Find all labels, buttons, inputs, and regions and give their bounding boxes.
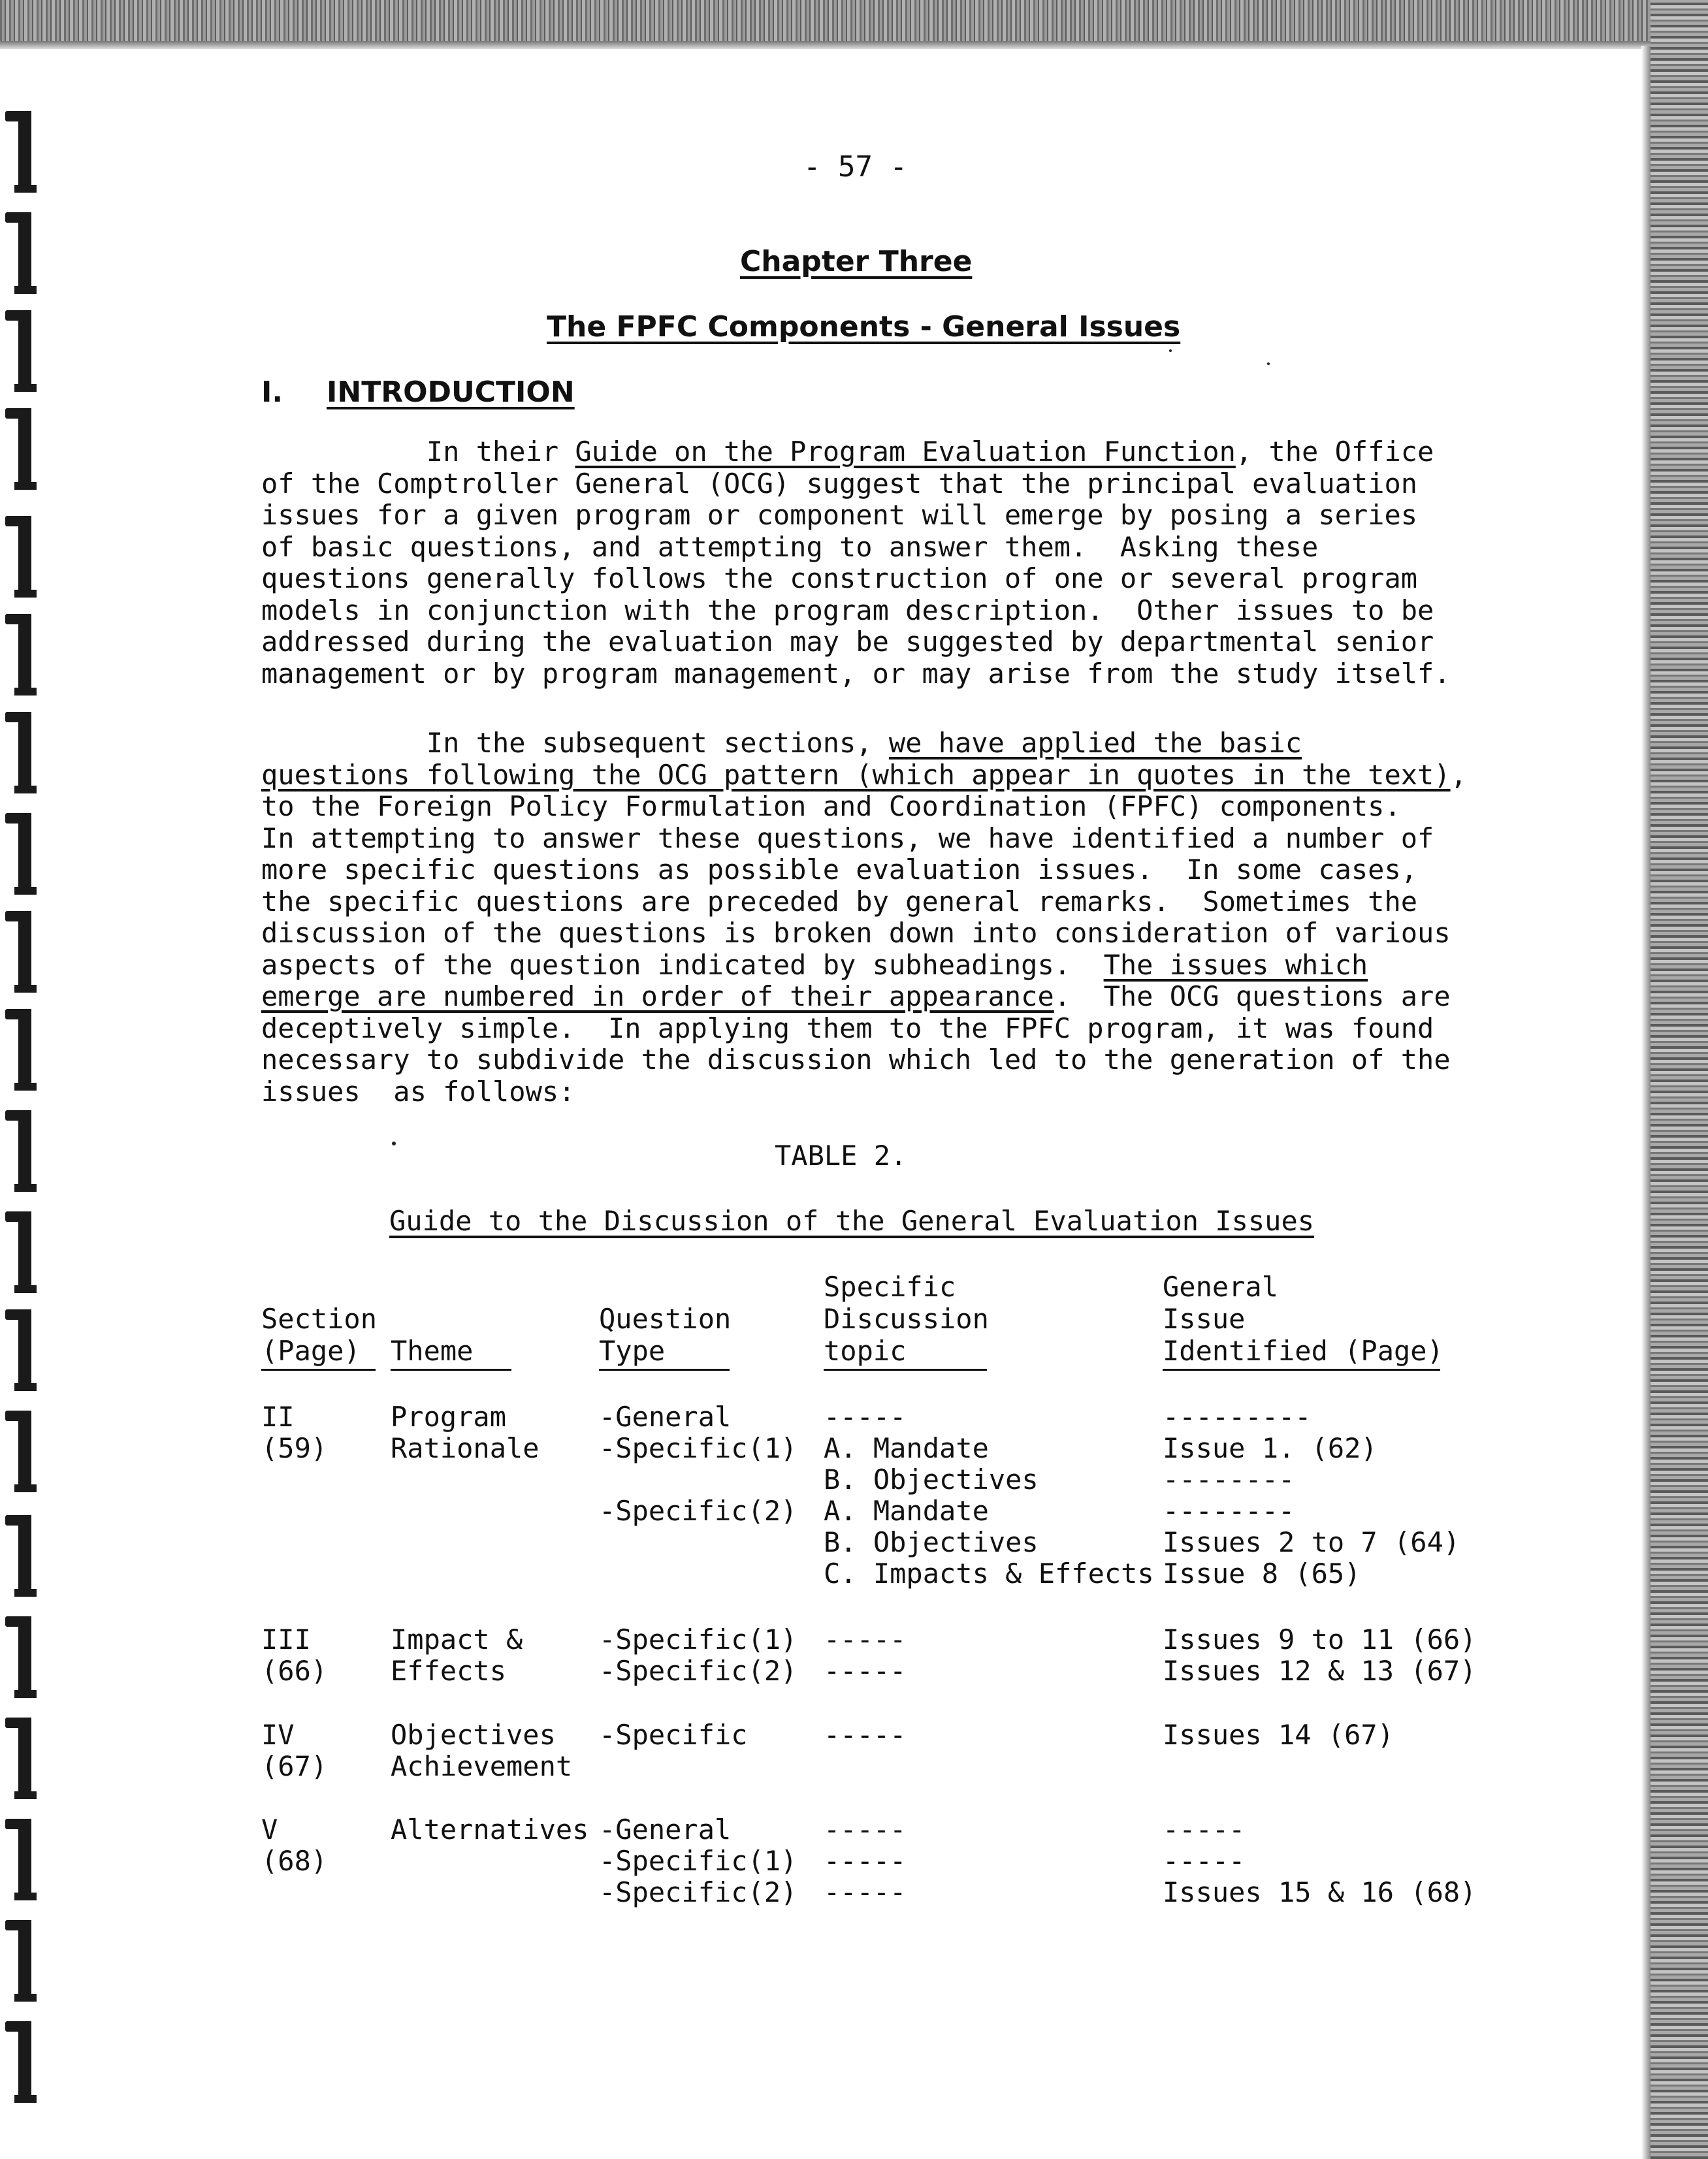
binder-ring: [5, 2021, 35, 2103]
cell-topic: -----: [824, 1719, 907, 1751]
header-underline: [824, 1369, 987, 1371]
scan-speck: [392, 1142, 396, 1145]
binder-ring: [5, 712, 35, 793]
cell-question-type: -General -Specific(1) -Specific(2): [599, 1401, 798, 1527]
cell-theme: Alternatives: [391, 1814, 589, 1846]
header-section: Section (Page): [261, 1303, 378, 1367]
binder-ring: [5, 1616, 35, 1698]
header-underline: [261, 1369, 376, 1371]
underlined-phrase: we have applied the basic: [888, 727, 1302, 759]
binder-ring: [5, 212, 35, 294]
binder-ring: [5, 1009, 35, 1091]
binder-ring: [5, 111, 35, 193]
cell-question-type: -Specific: [599, 1719, 748, 1751]
cell-theme: Objectives Achievement: [391, 1719, 573, 1782]
scan-top-edge: [0, 0, 1708, 49]
cell-section: II (59): [261, 1401, 328, 1464]
cell-section: V (68): [261, 1814, 328, 1877]
paragraph-2: In the subsequent sections, we have applied the basic questions following the OCG pattern (which appear in quotes in the text), to the Foreign Policy Formulation and Coordination (FPFC) components. In attempting to answer these questions, we have identified a number of more specific questions as possible evaluation issues. In some cases, the specific questions are preceded by general remarks. Sometimes the discussion of the questions is broken down into consideration of various aspects of the question indicated by subheadings. The issues which emerge are numbered in order of their appearance. The OCG questions are deceptively simple. In applying them to the FPFC program, it was found necessary to subdivide the discussion which led to the generation of the issues as follows:: [261, 727, 1467, 1108]
cell-topic: ----- ----- -----: [824, 1814, 907, 1908]
underlined-phrase: questions following the OCG pattern (which appear in quotes in the text): [261, 758, 1451, 791]
cell-topic: ----- -----: [824, 1623, 907, 1687]
binder-ring: [5, 1411, 35, 1492]
header-theme: Theme: [391, 1335, 474, 1367]
binder-ring: [5, 1211, 35, 1293]
header-discussion-topic: Specific Discussion topic: [824, 1271, 989, 1367]
chapter-heading: Chapter Three: [740, 245, 973, 278]
page-number: - 57 -: [803, 150, 907, 184]
cell-question-type: -Specific(1) -Specific(2): [599, 1623, 798, 1687]
cell-theme: Program Rationale: [391, 1401, 540, 1464]
cell-theme: Impact & Effects: [391, 1623, 523, 1687]
cell-topic: ----- A. Mandate B. Objectives A. Mandate B. Objectives C. Impacts & Effects: [824, 1401, 1154, 1590]
scan-speck: [1267, 362, 1270, 365]
chapter-subtitle: The FPFC Components - General Issues: [547, 310, 1181, 344]
header-question-type: Question Type: [599, 1303, 732, 1367]
binder-ring: [5, 408, 35, 490]
binder-ring: [5, 911, 35, 993]
guide-title-underlined: Guide on the Program Evaluation Function: [575, 436, 1236, 468]
cell-question-type: -General -Specific(1) -Specific(2): [599, 1814, 798, 1908]
binder-ring: [5, 813, 35, 895]
binder-ring: [5, 1515, 35, 1597]
table-title: Guide to the Discussion of the General Evaluation Issues: [389, 1205, 1315, 1237]
header-underline: [1163, 1369, 1440, 1371]
cell-section: III (66): [261, 1623, 328, 1687]
binder-rings: [0, 0, 78, 2159]
header-underline: [599, 1369, 730, 1371]
section-title: INTRODUCTION: [327, 376, 575, 409]
binder-ring: [5, 1819, 35, 1900]
binder-ring: [5, 1309, 35, 1391]
underlined-phrase: The issues which: [1103, 948, 1368, 981]
paragraph-1: In their Guide on the Program Evaluation Function, the Office of the Comptroller General (OCG) suggest that the principal evaluation issues for a given program or component will emerge by posing a series of basic questions, and attempting to answer them. Asking these questions generally follows the construction of one or several program models in conjunction with the program description. Other issues to be addressed during the evaluation may be suggested by departmental senior management or by program management, or may arise from the study itself.: [261, 436, 1451, 690]
cell-issue: --------- Issue 1. (62) -------- -------- Issues 2 to 7 (64) Issue 8 (65): [1163, 1401, 1460, 1590]
table-caption: TABLE 2.: [775, 1140, 907, 1172]
cell-issue: Issues 9 to 11 (66) Issues 12 & 13 (67): [1163, 1623, 1477, 1687]
header-issue-identified: General Issue Identified (Page): [1163, 1271, 1443, 1367]
cell-issue: ----- ----- Issues 15 & 16 (68): [1163, 1814, 1477, 1908]
section-number: I.: [261, 376, 283, 409]
binder-ring: [5, 614, 35, 696]
binder-ring: [5, 1718, 35, 1799]
binder-ring: [5, 1110, 35, 1192]
cell-section: IV (67): [261, 1719, 328, 1782]
cell-issue: Issues 14 (67): [1163, 1719, 1394, 1751]
scan-speck: [1169, 349, 1172, 352]
header-underline: [391, 1369, 511, 1371]
binder-ring: [5, 516, 35, 598]
underlined-phrase: emerge are numbered in order of their appearance: [261, 980, 1054, 1012]
binder-ring: [5, 1920, 35, 2002]
scan-right-edge: [1651, 0, 1708, 2159]
binder-ring: [5, 310, 35, 392]
